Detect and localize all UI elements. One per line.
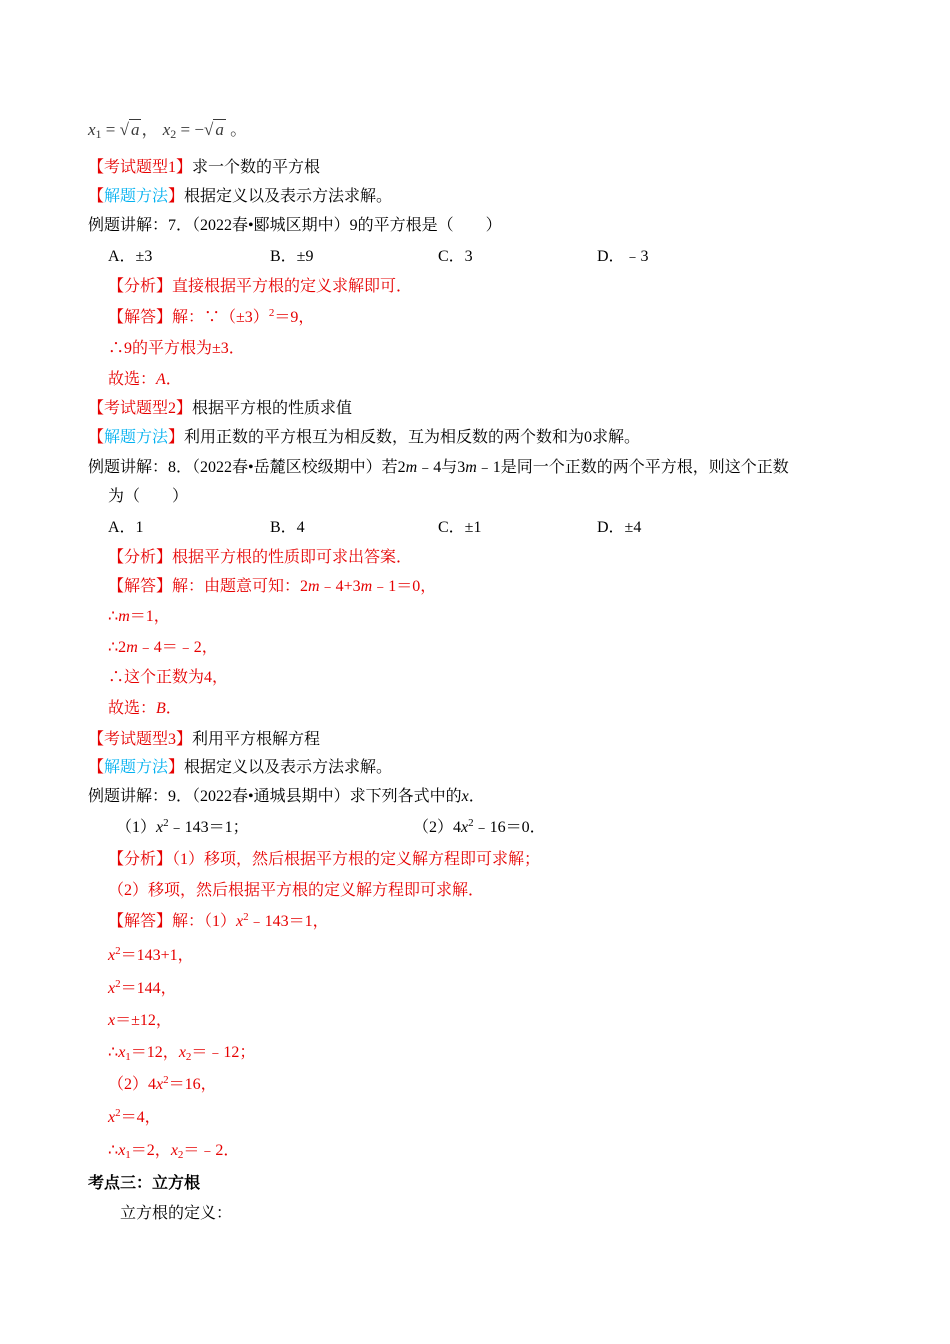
answer-text: ． <box>165 371 182 388</box>
answer-text: ∴这个正数为4， <box>108 669 229 686</box>
method-label: 解题方法 <box>104 759 169 776</box>
formula-equals-negative: = − <box>176 120 204 139</box>
method-line <box>88 757 392 779</box>
formula-var: x <box>88 120 96 139</box>
exponent: 2 <box>468 817 474 829</box>
answer-text: ＝1， <box>129 608 170 625</box>
answer-step <box>108 1107 161 1129</box>
analysis-tag: 【分析】 <box>108 851 173 868</box>
option-d: D．﹣3 <box>597 248 649 265</box>
answer-text: ＝9， <box>274 309 315 326</box>
exponent: 2 <box>268 307 275 319</box>
question-text: 7．（2022春•郾城区期中）9的平方根是（ ） <box>168 217 502 234</box>
answer-step <box>108 637 218 659</box>
exam-type-title: 求一个数的平方根 <box>192 159 321 176</box>
exam-type-heading <box>88 729 320 751</box>
formula-sub: 1 <box>95 127 102 141</box>
radical-sign: √ <box>119 120 129 139</box>
answer-text: ＝12， <box>130 1044 179 1061</box>
variable: x <box>118 1044 126 1061</box>
method-text: 利用正数的平方根互为相反数，互为相反数的两个数和为0求解。 <box>184 429 641 446</box>
question-continuation <box>108 486 188 508</box>
answer-letter: A <box>156 371 166 388</box>
sub-question-2 <box>413 817 546 839</box>
section-subheading: 立方根的定义： <box>120 1205 233 1222</box>
answer-letter: B <box>156 700 166 717</box>
question-text: ． <box>468 788 485 805</box>
answer-text: ＝16， <box>168 1076 217 1093</box>
method-line <box>88 186 392 208</box>
variable: m <box>118 608 130 625</box>
answer-tag: 【解答】 <box>108 578 173 595</box>
answer-text: 解：∵（±3） <box>172 309 269 326</box>
method-text: 根据定义以及表示方法求解。 <box>184 759 393 776</box>
answer-step <box>108 606 170 628</box>
variable: m <box>308 578 320 595</box>
variable: x <box>461 819 469 836</box>
radicand: a <box>215 120 224 139</box>
answer-tag: 【解答】 <box>108 913 173 930</box>
sub-question-1 <box>116 817 249 839</box>
exam-type-tag: 【考试题型2】 <box>88 400 193 417</box>
exam-type-heading <box>88 157 320 179</box>
answer-step <box>108 945 194 967</box>
variable: x <box>156 1076 164 1093</box>
answer-line <box>108 576 436 598</box>
variable: x <box>108 1012 116 1029</box>
exponent: 2 <box>163 817 169 829</box>
sub-question-text: ﹣16＝0． <box>473 819 546 836</box>
example-question <box>88 457 789 479</box>
example-label: 例题讲解： <box>88 217 169 234</box>
analysis-text: （1）移项，然后根据平方根的定义解方程即可求解； <box>172 851 541 868</box>
formula-comma: ， <box>141 120 159 139</box>
answer-text: 故选： <box>108 700 157 717</box>
example-label: 例题讲解： <box>88 459 169 476</box>
variable: x <box>108 947 116 964</box>
method-line <box>88 427 640 449</box>
bracket-open: 【 <box>88 188 105 205</box>
exam-type-title: 利用平方根解方程 <box>192 731 321 748</box>
variable: x <box>108 980 116 997</box>
answer-text: ＝144， <box>120 980 177 997</box>
answer-text: ＝143+1， <box>120 947 194 964</box>
analysis-line <box>108 849 540 871</box>
exponent: 2 <box>115 1107 121 1119</box>
options-row <box>0 246 950 268</box>
variable: x <box>236 913 244 930</box>
option-d: D．±4 <box>597 519 642 536</box>
sub-question-text: （2）4 <box>413 819 462 836</box>
variable: x <box>156 819 164 836</box>
variable: m <box>465 459 477 476</box>
question-text: ﹣4与3 <box>417 459 466 476</box>
question-text: 8．（2022春•岳麓区校级期中）若2 <box>168 459 406 476</box>
example-label: 例题讲解： <box>88 788 169 805</box>
answer-text: ﹣4＝﹣2， <box>137 639 218 656</box>
top-formula <box>88 119 247 141</box>
exam-type-title: 根据平方根的性质求值 <box>192 400 353 417</box>
variable: x <box>118 1142 126 1159</box>
analysis-text: （2）移项，然后根据平方根的定义解方程即可求解． <box>108 882 485 899</box>
answer-text: ∴2 <box>108 639 127 656</box>
subscript: 2 <box>185 1051 192 1063</box>
options-row <box>0 517 950 539</box>
answer-text: ∴9的平方根为±3． <box>108 340 245 357</box>
radicand: a <box>130 120 140 139</box>
answer-step <box>108 1074 217 1096</box>
analysis-line <box>108 547 412 569</box>
formula-end: 。 <box>230 120 248 139</box>
method-label: 解题方法 <box>104 188 169 205</box>
therefore-symbol: ∴ <box>108 1044 119 1061</box>
radical <box>120 119 142 141</box>
exponent: 2 <box>115 945 121 957</box>
answer-choice <box>108 369 182 391</box>
therefore-symbol: ∴ <box>108 1142 119 1159</box>
answer-text: ． <box>165 700 182 717</box>
answer-text: ＝﹣2． <box>183 1142 240 1159</box>
answer-text: 解：（1） <box>172 913 237 930</box>
answer-text: 故选： <box>108 371 157 388</box>
answer-text: （2）4 <box>108 1076 157 1093</box>
exam-type-tag: 【考试题型3】 <box>88 731 193 748</box>
variable: m <box>126 639 138 656</box>
formula-equals: = <box>101 120 120 139</box>
answer-step <box>108 338 245 360</box>
bracket-close: 】 <box>168 188 185 205</box>
answer-text: 解：由题意可知：2 <box>172 578 309 595</box>
formula-sub: 2 <box>170 127 177 141</box>
method-label: 解题方法 <box>104 429 169 446</box>
option-b: B．4 <box>270 519 305 536</box>
example-question <box>88 215 502 237</box>
subscript: 1 <box>125 1051 131 1063</box>
bracket-open: 【 <box>88 429 105 446</box>
answer-text: ＝﹣12； <box>191 1044 256 1061</box>
analysis-text: 直接根据平方根的定义求解即可． <box>172 278 413 295</box>
radical <box>204 119 226 141</box>
exponent: 2 <box>163 1074 169 1086</box>
answer-step <box>108 1042 255 1064</box>
variable: x <box>178 1044 186 1061</box>
answer-line <box>108 911 329 933</box>
answer-text: ﹣143＝1， <box>248 913 329 930</box>
sub-question-text: （1） <box>116 819 157 836</box>
answer-line <box>108 307 314 329</box>
exam-type-heading <box>88 398 352 420</box>
exponent: 2 <box>243 911 249 923</box>
bracket-close: 】 <box>168 429 185 446</box>
bracket-close: 】 <box>168 759 185 776</box>
answer-text: ﹣1＝0， <box>372 578 437 595</box>
variable: x <box>461 788 469 805</box>
analysis-tag: 【分析】 <box>108 278 173 295</box>
variable: m <box>405 459 418 476</box>
answer-choice <box>108 698 182 720</box>
variable: x <box>170 1142 178 1159</box>
radical-sign: √ <box>203 120 214 139</box>
exponent: 2 <box>115 978 121 990</box>
bracket-open: 【 <box>88 759 105 776</box>
question-text: 9．（2022春•通城县期中）求下列各式中的 <box>168 788 462 805</box>
answer-text: ＝2， <box>130 1142 171 1159</box>
analysis-text: 根据平方根的性质即可求出答案． <box>172 549 413 566</box>
answer-text: ＝4， <box>120 1109 161 1126</box>
exam-type-tag: 【考试题型1】 <box>88 159 193 176</box>
section-heading: 考点三：立方根 <box>88 1175 201 1192</box>
method-text: 根据定义以及表示方法求解。 <box>184 188 393 205</box>
option-b: B．±9 <box>270 248 314 265</box>
sub-question-text: ﹣143＝1； <box>168 819 249 836</box>
formula-var: x <box>162 120 171 139</box>
answer-text: ＝±12， <box>115 1012 172 1029</box>
analysis-line <box>108 880 484 902</box>
variable: x <box>108 1109 116 1126</box>
answer-step <box>108 1140 239 1162</box>
question-text: ﹣1是同一个正数的两个平方根，则这个正数 <box>476 459 789 476</box>
example-question <box>88 786 485 808</box>
answer-step <box>108 978 177 1000</box>
option-a: A．±3 <box>108 248 153 265</box>
variable: m <box>360 578 373 595</box>
sub-questions-row <box>0 817 950 839</box>
subscript: 1 <box>125 1149 131 1161</box>
question-text: 为（ ） <box>108 488 189 505</box>
answer-step <box>108 1010 172 1032</box>
analysis-tag: 【分析】 <box>108 549 173 566</box>
option-a: A．1 <box>108 519 144 536</box>
answer-text: ﹣4+3 <box>319 578 361 595</box>
analysis-line <box>108 276 412 298</box>
option-c: C．±1 <box>438 519 482 536</box>
subscript: 2 <box>177 1149 184 1161</box>
answer-step <box>108 667 228 689</box>
answer-tag: 【解答】 <box>108 309 173 326</box>
option-c: C．3 <box>438 248 473 265</box>
therefore-symbol: ∴ <box>108 608 119 625</box>
